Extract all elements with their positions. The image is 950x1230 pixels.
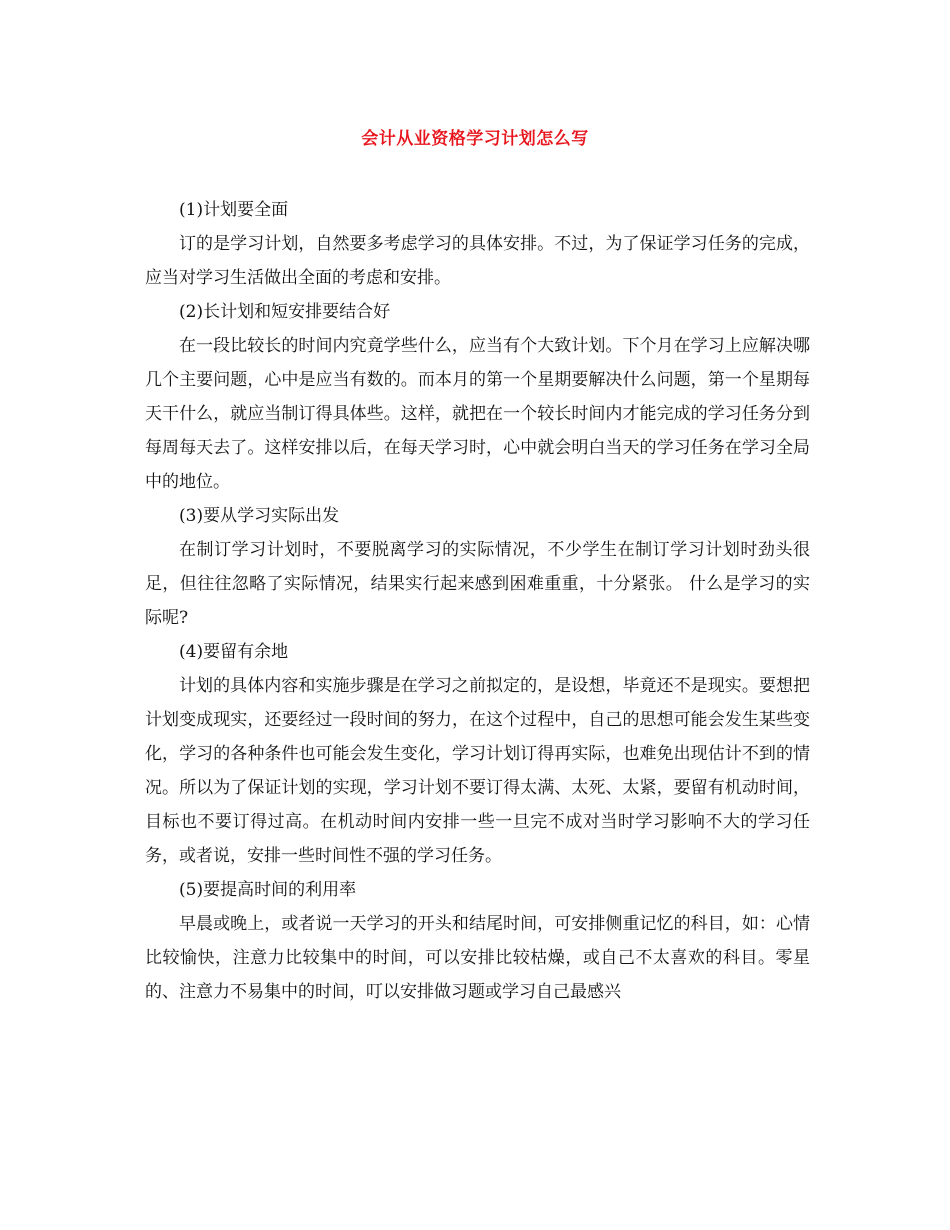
- paragraph-3: 在制订学习计划时，不要脱离学习的实际情况，不少学生在制订学习计划时劲头很足，但往往忽略了实际情况，结果实行起来感到困难重重，十分紧张。 什么是学习的实际呢?: [145, 540, 810, 628]
- document-title: 会计从业资格学习计划怎么写: [361, 129, 589, 149]
- heading-3: (3)要从学习实际出发: [179, 506, 340, 526]
- heading-2: (2)长计划和短安排要结合好: [179, 302, 391, 322]
- paragraph-4: 计划的具体内容和实施步骤是在学习之前拟定的，是设想，毕竟还不是现实。要想把计划变成现实，还要经过一段时间的努力，在这个过程中，自己的思想可能会发生某些变化，学习的各种条件也可能会发生变化，学习计划订得再实际，也难免出现估计不到的情况。所以为了保证计划的实现，学习计划不要订得太满、太死、太紧，要留有机动时间，目标也不要订得过高。在机动时间内安排一些一旦完不成对当时学习影响不大的学习任务，或者说，安排一些时间性不强的学习任务。: [145, 676, 810, 866]
- heading-5: (5)要提高时间的利用率: [179, 880, 357, 900]
- paragraph-5: 早晨或晚上，或者说一天学习的开头和结尾时间，可安排侧重记忆的科目，如：心情比较愉快，注意力比较集中的时间，可以安排比较枯燥，或自己不太喜欢的科目。零星的、注意力不易集中的时间，叮以安排做习题或学习自己最感兴: [145, 914, 810, 1002]
- heading-4: (4)要留有余地: [179, 642, 289, 662]
- heading-1: (1)计划要全面: [179, 200, 289, 220]
- paragraph-1: 订的是学习计划，自然要多考虑学习的具体安排。不过，为了保证学习任务的完成，应当对学习生活做出全面的考虑和安排。: [145, 234, 810, 288]
- paragraph-2: 在一段比较长的时间内究竟学些什么，应当有个大致计划。下个月在学习上应解决哪几个主要问题，心中是应当有数的。而本月的第一个星期要解决什么问题，第一个星期每天干什么，就应当制订得具体些。这样，就把在一个较长时间内才能完成的学习任务分到每周每天去了。这样安排以后，在每天学习时，心中就会明白当天的学习任务在学习全局中的地位。: [145, 336, 810, 492]
- document-body: [145, 193, 810, 1009]
